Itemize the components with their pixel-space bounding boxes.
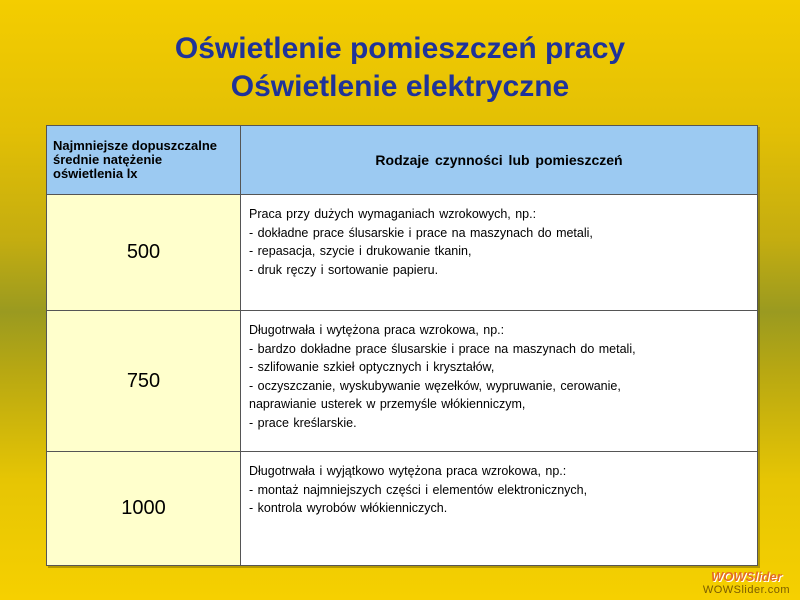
header-min-illuminance [47,126,241,195]
table-row [47,311,758,452]
title-line-1: Oświetlenie pomieszczeń pracy [174,32,626,65]
activity-description [241,195,758,311]
illuminance-value: 1000 [47,452,241,566]
illuminance-value: 750 [47,311,241,452]
description-line: - bardzo dokładne prace ślusarskie i prace na maszynach do metali, [249,341,636,356]
description-line: Długotrwała i wyjątkowo wytężona praca wzrokowa, np.: [249,464,567,478]
activity-description [241,311,758,452]
header-activity-types: Rodzaje czynności lub pomieszczeń [241,126,758,195]
description-line: naprawianie usterek w przemyśle włókienniczym, [249,397,526,411]
description-line: - repasacja, szycie i drukowanie tkanin, [249,244,472,258]
description-line: - dokładne prace ślusarskie i prace na maszynach do metali, [249,225,593,240]
description-line: - druk ręczy i sortowanie papieru. [249,262,439,277]
table-row [47,195,758,311]
description-line: - montaż najmniejszych części i elementów elektronicznych, [249,482,588,497]
description-line: - oczyszczanie, wyskubywanie węzełków, wypruwanie, cerowanie, [249,378,621,393]
description-line: Długotrwała i wytężona praca wzrokowa, np.: [249,323,505,337]
header-min-illuminance-label: Najmniejsze dopuszczalne średnie natężenie oświetlenia lx [53,138,217,181]
title-line-2: Oświetlenie elektryczne [230,70,570,103]
watermark-url[interactable]: WOWSlider.com [702,584,790,596]
wowslider-logo: WOWSlider [711,569,782,584]
description-line: Praca przy dużych wymaganiach wzrokowych, np.: [249,207,537,221]
activity-description [241,452,758,566]
table-header-row [47,126,758,195]
illuminance-value: 500 [47,195,241,311]
slide-title [0,30,800,106]
description-line: - prace kreślarskie. [249,415,357,430]
table-row [47,452,758,566]
watermark[interactable] [703,569,790,596]
illumination-table [46,125,758,566]
description-line: - szlifowanie szkieł optycznych i kryształów, [249,360,495,374]
description-line: - kontrola wyrobów włókienniczych. [249,501,448,515]
